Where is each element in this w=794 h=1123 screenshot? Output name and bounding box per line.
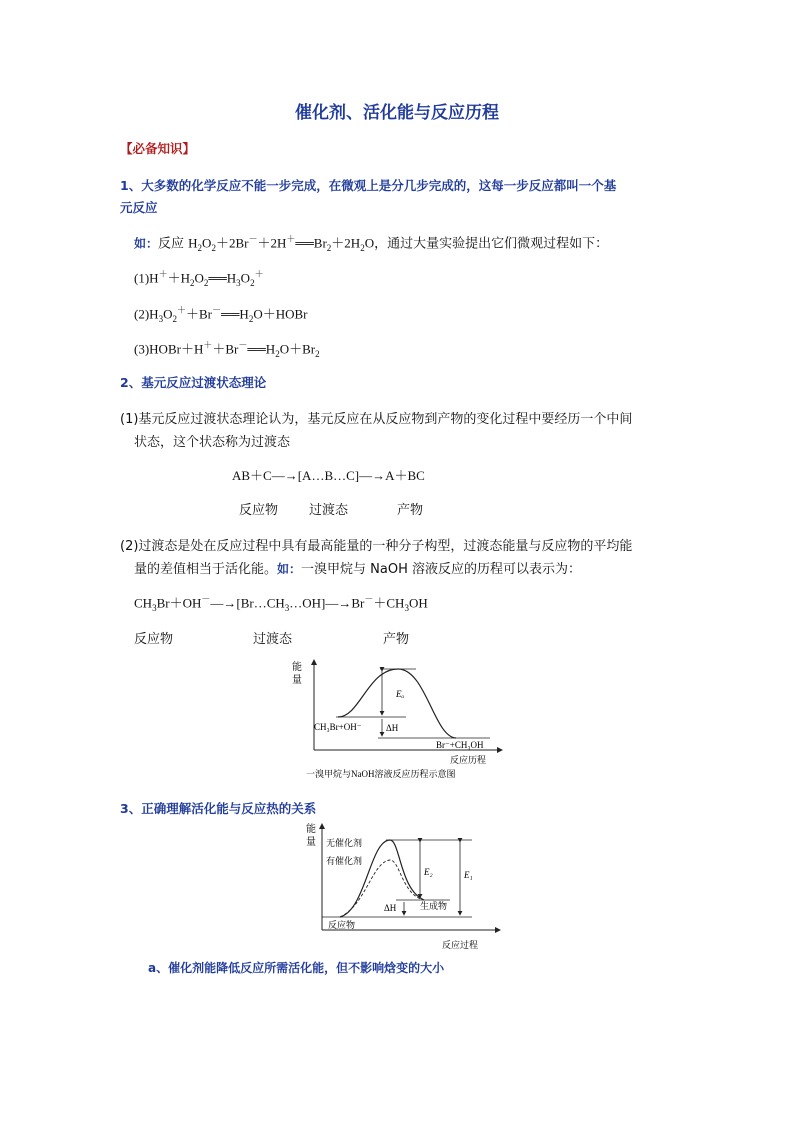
d2-ylabel-1: 能 bbox=[306, 824, 316, 835]
note-a: a、催化剂能降低反应所需活化能，但不影响焓变的大小 bbox=[148, 961, 445, 975]
d1-ea-label: Eₐ bbox=[396, 689, 405, 699]
label-product-2: 产物 bbox=[383, 632, 410, 647]
label-reactant-2: 反应物 bbox=[134, 632, 174, 647]
page-title: 催化剂、活化能与反应历程 bbox=[295, 103, 499, 123]
section2-p2-line2: 量的差值相当于活化能。如：一溴甲烷与 NaOH 溶液反应的历程可以表示为： bbox=[134, 562, 581, 577]
d1-xlabel: 反应历程 bbox=[450, 755, 487, 765]
section2-p1-line2: 状态，这个状态称为过渡态 bbox=[134, 435, 291, 450]
d2-e2-label: E₂ bbox=[424, 867, 433, 877]
d2-reactant: 反应物 bbox=[328, 920, 356, 930]
step-1: $(1)H^++H_2O_2══H_3O_2^+$ bbox=[134, 269, 264, 288]
d2-with-catalyst: 有催化剂 bbox=[326, 856, 363, 866]
label-reactant-1: 反应物 bbox=[239, 503, 279, 518]
d1-ylabel-2: 量 bbox=[292, 675, 302, 686]
d2-no-catalyst: 无催化剂 bbox=[326, 838, 363, 848]
section1-heading-line2: 元反应 bbox=[120, 200, 158, 215]
d1-dh-label: ΔH bbox=[386, 723, 399, 733]
section2-p2-line1: (2)过渡态是处在反应过程中具有最高能量的一种分子构型，过渡态能量与反应物的平均能 bbox=[120, 539, 633, 554]
d1-product-label: Br⁻+CH₃OH bbox=[436, 740, 484, 750]
d2-ylabel-2: 量 bbox=[306, 837, 316, 848]
d2-product: 生成物 bbox=[420, 901, 448, 911]
d1-ylabel-1: 能 bbox=[292, 662, 302, 673]
d1-caption: 一溴甲烷与NaOH溶液反应历程示意图 bbox=[306, 769, 456, 779]
equation-ch3br: $CH_3Br+OH^-—\to[Br\dots CH_3\dots OH]—\to Br^-+CH_3OH$ bbox=[134, 594, 428, 613]
label-transition-1: 过渡态 bbox=[309, 503, 349, 518]
energy-diagram-2 bbox=[300, 820, 510, 955]
section1-heading-line1: 1、大多数的化学反应不能一步完成，在微观上是分几步完成的，这每一步反应都叫一个基 bbox=[120, 178, 617, 193]
step-2: $(2)H_3O_2^++Br^-══H_2O+HOBr$ bbox=[134, 305, 308, 324]
d2-xlabel: 反应过程 bbox=[442, 940, 479, 950]
d2-dh-label: ΔH bbox=[384, 903, 397, 913]
example-prefix: 如： bbox=[134, 236, 159, 251]
label-transition-2: 过渡态 bbox=[253, 632, 293, 647]
section3-heading: 3、正确理解活化能与反应热的关系 bbox=[120, 801, 317, 816]
d2-e1-label: E₁ bbox=[464, 870, 473, 880]
example-line: 如：反应 $H_2O_2+2Br^-+2H^+══Br_2+2H_2O$，通过大量实验提出它们微观过程如下： bbox=[134, 234, 609, 253]
section2-p1-line1: (1)基元反应过渡状态理论认为，基元反应在从反应物到产物的变化过程中要经历一个中间 bbox=[120, 412, 633, 427]
equation-ab-c: AB＋C—→[A…B…C]—→A＋BC bbox=[232, 468, 425, 483]
step-3: $(3)HOBr+H^++Br^-══H_2O+Br_2$ bbox=[134, 340, 320, 359]
d2-curve-no-cat bbox=[340, 840, 424, 917]
d1-reactant-label: CH₃Br+OH⁻ bbox=[314, 722, 362, 732]
energy-diagram-1 bbox=[280, 655, 510, 785]
label-product-1: 产物 bbox=[397, 503, 424, 518]
section-tag: 【必备知识】 bbox=[120, 141, 196, 156]
section2-heading: 2、基元反应过渡状态理论 bbox=[120, 375, 267, 390]
